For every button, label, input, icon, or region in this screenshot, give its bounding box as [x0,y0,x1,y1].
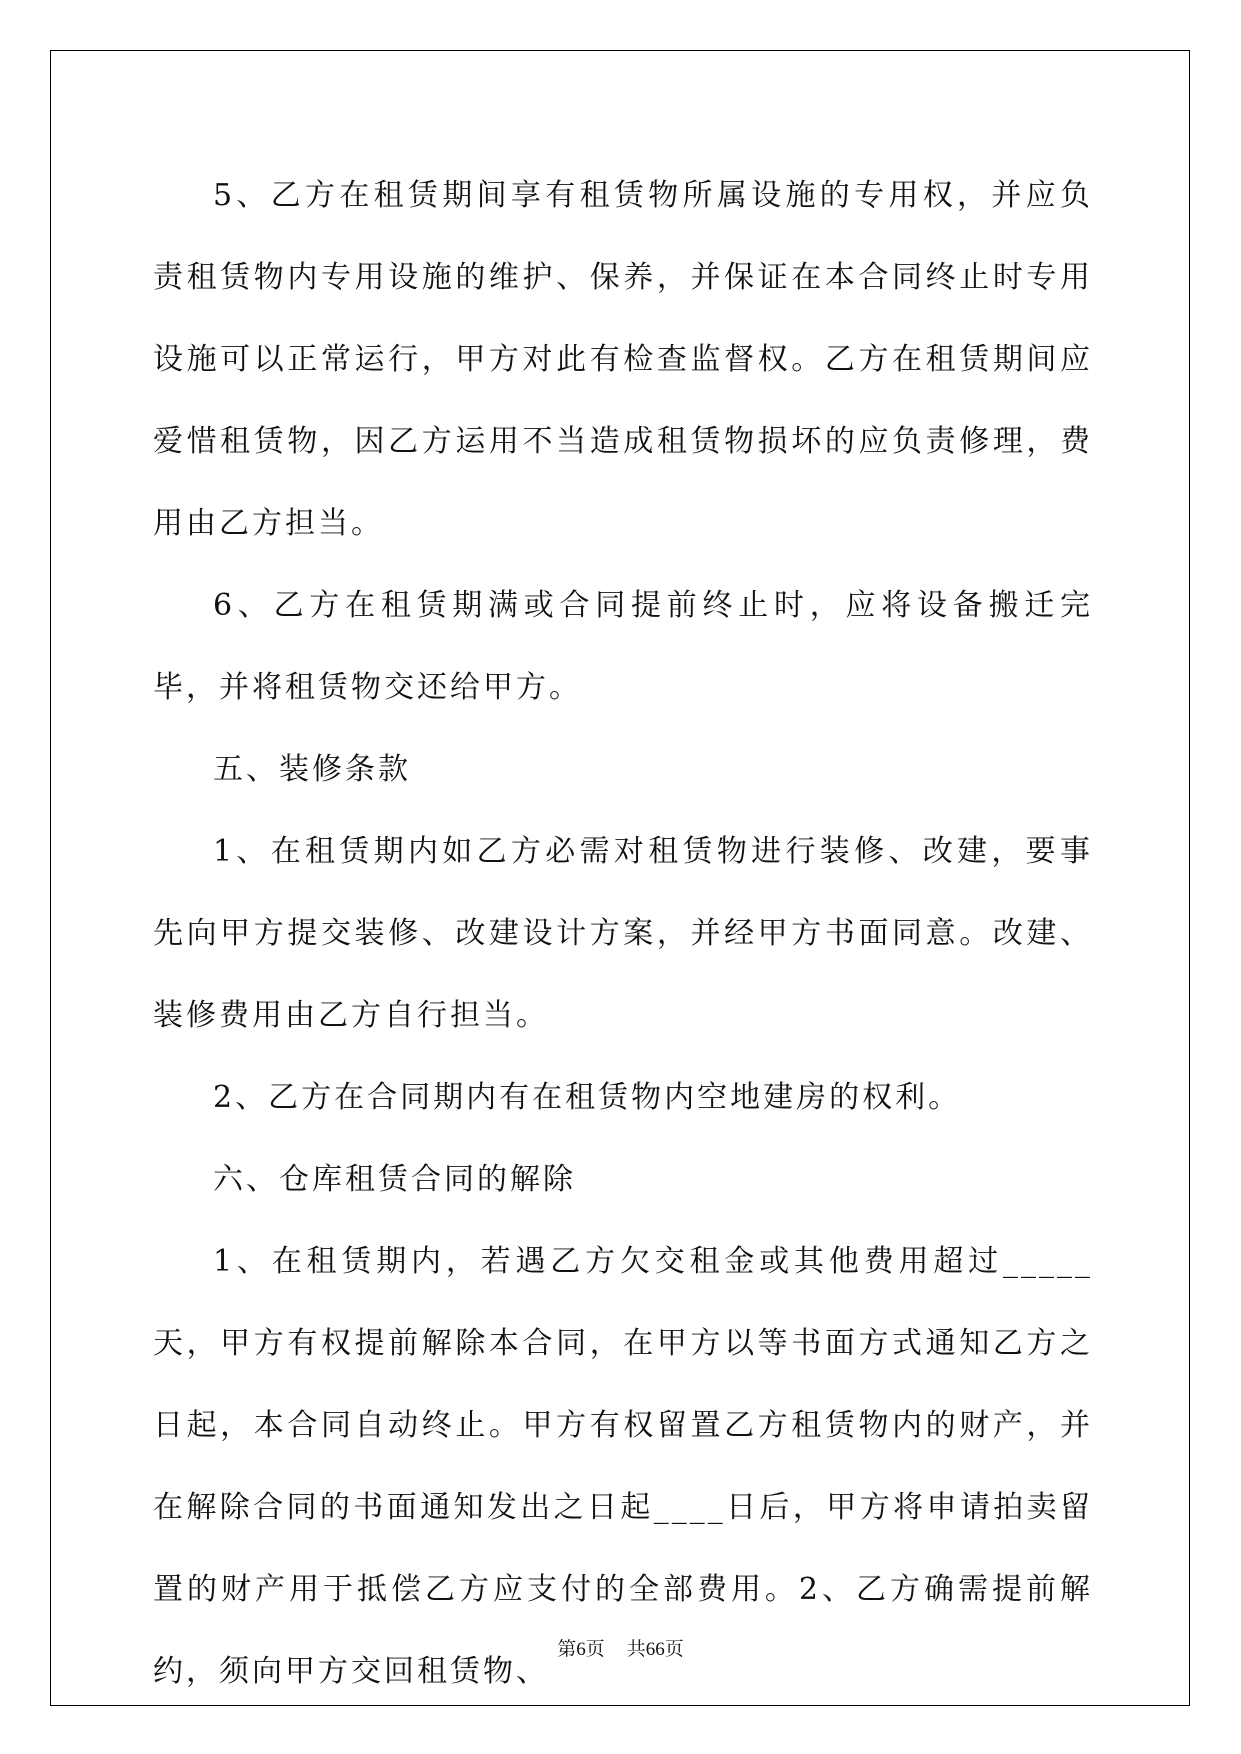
paragraph-renovation-1: 1、在租赁期内如乙方必需对租赁物进行装修、改建，要事先向甲方提交装修、改建设计方案，并经甲方书面同意。改建、装修费用由乙方自行担当。 [153,834,1093,1033]
paragraph-clause-5: 5、乙方在租赁期间享有租赁物所属设施的专用权，并应负责租赁物内专用设施的维护、保养，并保证在本合同终止时专用设施可以正常运行，甲方对此有检查监督权。乙方在租赁期间应爱惜租赁物，因乙方运用不当造成租赁物损坏的应负责修理，费用由乙方担当。 [153,178,1093,541]
page-number: 第6页 [557,1639,605,1660]
document-body [153,155,1093,1713]
paragraph-clause-6: 6、乙方在租赁期满或合同提前终止时，应将设备搬迁完毕，并将租赁物交还给甲方。 [153,588,1093,705]
section-heading-termination: 六、仓库租赁合同的解除 [213,1162,576,1197]
section-heading-renovation: 五、装修条款 [213,752,411,787]
paragraph-renovation-2: 2、乙方在合同期内有在租赁物内空地建房的权利。 [213,1080,962,1115]
page-total: 共66页 [626,1639,684,1660]
page-footer [0,1634,1241,1661]
paragraph-termination-1: 1、在租赁期内，若遇乙方欠交租金或其他费用超过_____天，甲方有权提前解除本合同，在甲方以等书面方式通知乙方之日起，本合同自动终止。甲方有权留置乙方租赁物内的财产，并在解除合同的书面通知发出之日起____日后，甲方将申请拍卖留置的财产用于抵偿乙方应支付的全部费用。2、乙方确需提前解约，须向甲方交回租赁物、 [153,1244,1093,1689]
